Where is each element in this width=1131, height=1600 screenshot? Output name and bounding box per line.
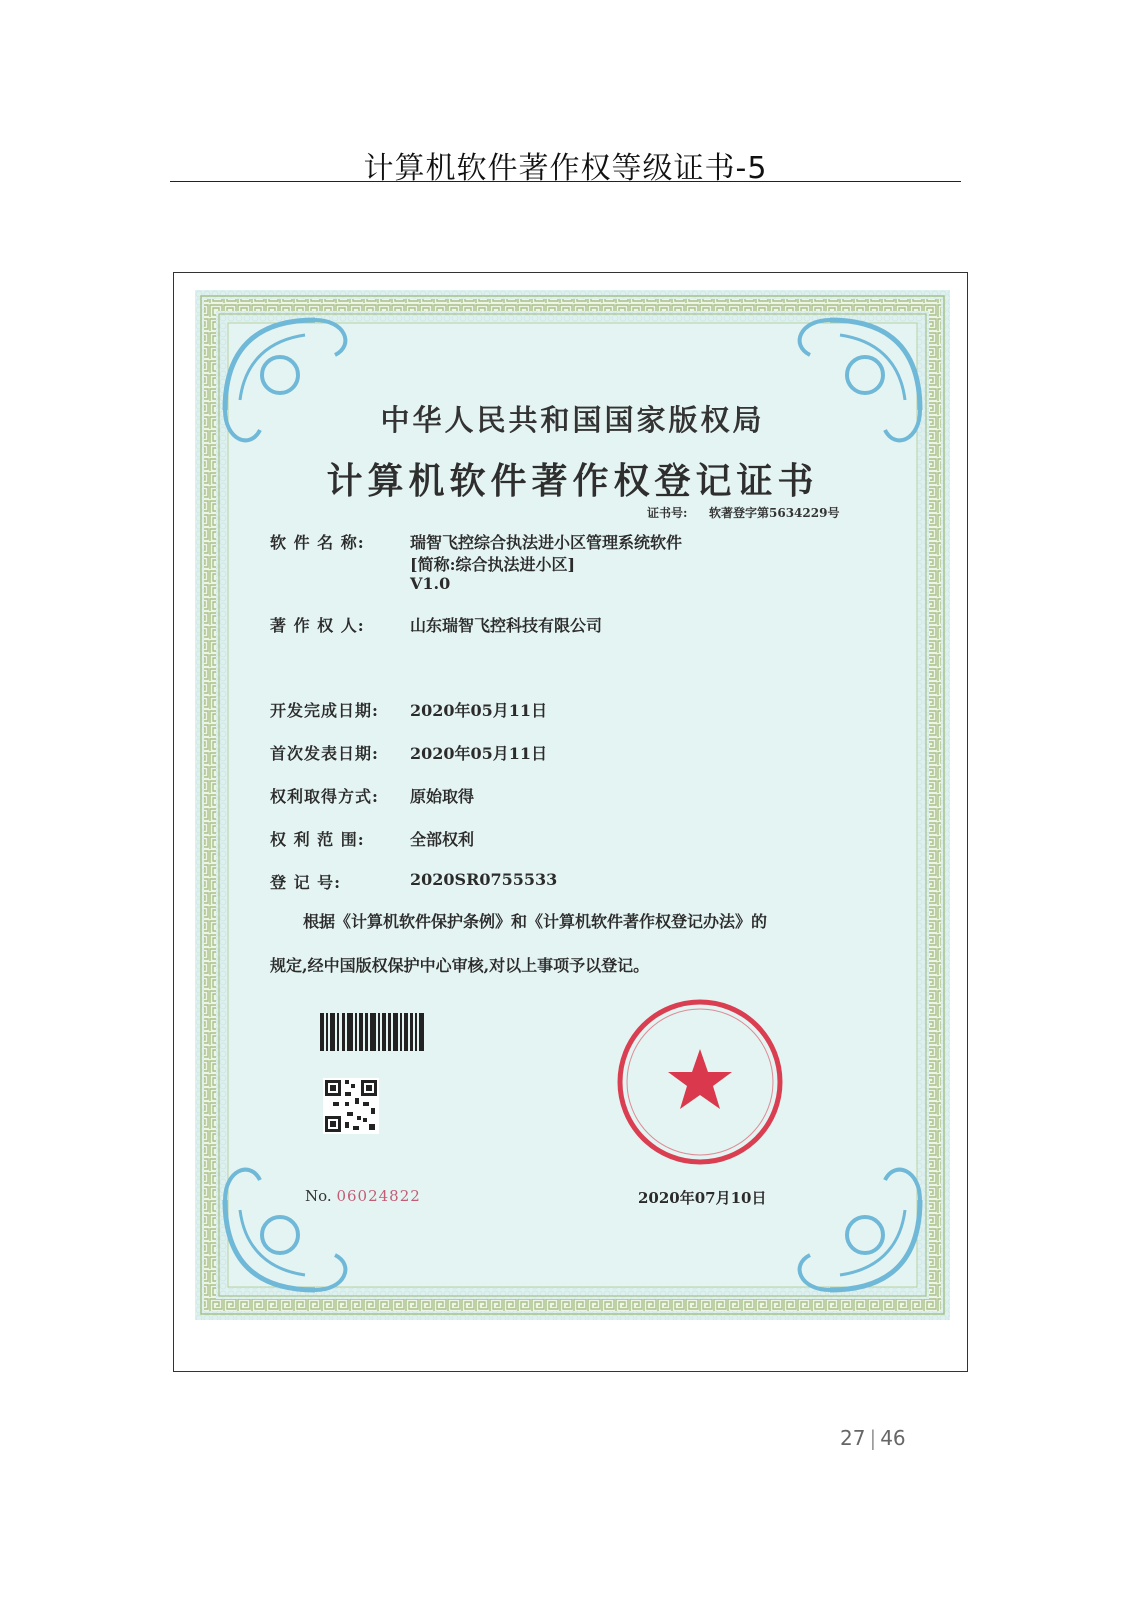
title-underline xyxy=(170,181,961,182)
certificate-number-value: 软著登字第5634229号 xyxy=(709,506,840,520)
current-page: 27 xyxy=(840,1426,866,1450)
field-value-copyright-owner: 山东瑞智飞控科技有限公司 xyxy=(410,616,603,635)
qr-code xyxy=(323,1078,379,1134)
field-value-registration-number: 2020SR0755533 xyxy=(410,870,558,889)
issue-date: 2020年07月10日 xyxy=(638,1189,767,1207)
field-value-first-publication-date: 2020年05月11日 xyxy=(410,744,548,763)
field-label-completion-date: 开发完成日期: xyxy=(270,701,379,720)
field-label-first-publication-date: 首次发表日期: xyxy=(270,744,379,763)
field-value-software-name: 瑞智飞控综合执法进小区管理系统软件 xyxy=(410,533,683,552)
page-title: 计算机软件著作权等级证书-5 xyxy=(363,151,768,186)
field-label-acquisition-method: 权利取得方式: xyxy=(270,787,379,806)
page-number xyxy=(840,1426,906,1450)
field-value-completion-date: 2020年05月11日 xyxy=(410,701,548,720)
serial-number-label: No. xyxy=(305,1187,332,1205)
serial-number-value: 06024822 xyxy=(336,1187,421,1205)
field-label-rights-scope: 权 利 范 围: xyxy=(270,830,365,849)
page-separator: | xyxy=(869,1426,877,1450)
certificate-statement-line-1: 根据《计算机软件保护条例》和《计算机软件著作权登记办法》的 xyxy=(303,912,768,931)
certificate-statement-line-2: 规定,经中国版权保护中心审核,对以上事项予以登记。 xyxy=(270,956,650,975)
field-value-software-version: V1.0 xyxy=(410,574,451,593)
field-value-rights-scope: 全部权利 xyxy=(410,830,475,849)
issuer-name: 中华人民共和国国家版权局 xyxy=(380,403,765,437)
total-pages: 46 xyxy=(880,1426,906,1450)
certificate xyxy=(195,290,950,1320)
serial-number xyxy=(305,1187,421,1205)
field-value-software-short-name: [简称:综合执法进小区] xyxy=(410,555,576,574)
certificate-title: 计算机软件著作权登记证书 xyxy=(326,460,819,502)
field-label-copyright-owner: 著 作 权 人: xyxy=(270,616,365,635)
certificate-number-label: 证书号: xyxy=(647,506,688,520)
field-label-software-name: 软 件 名 称: xyxy=(270,533,365,552)
field-value-acquisition-method: 原始取得 xyxy=(410,787,475,806)
field-label-registration-number: 登 记 号: xyxy=(270,873,342,892)
